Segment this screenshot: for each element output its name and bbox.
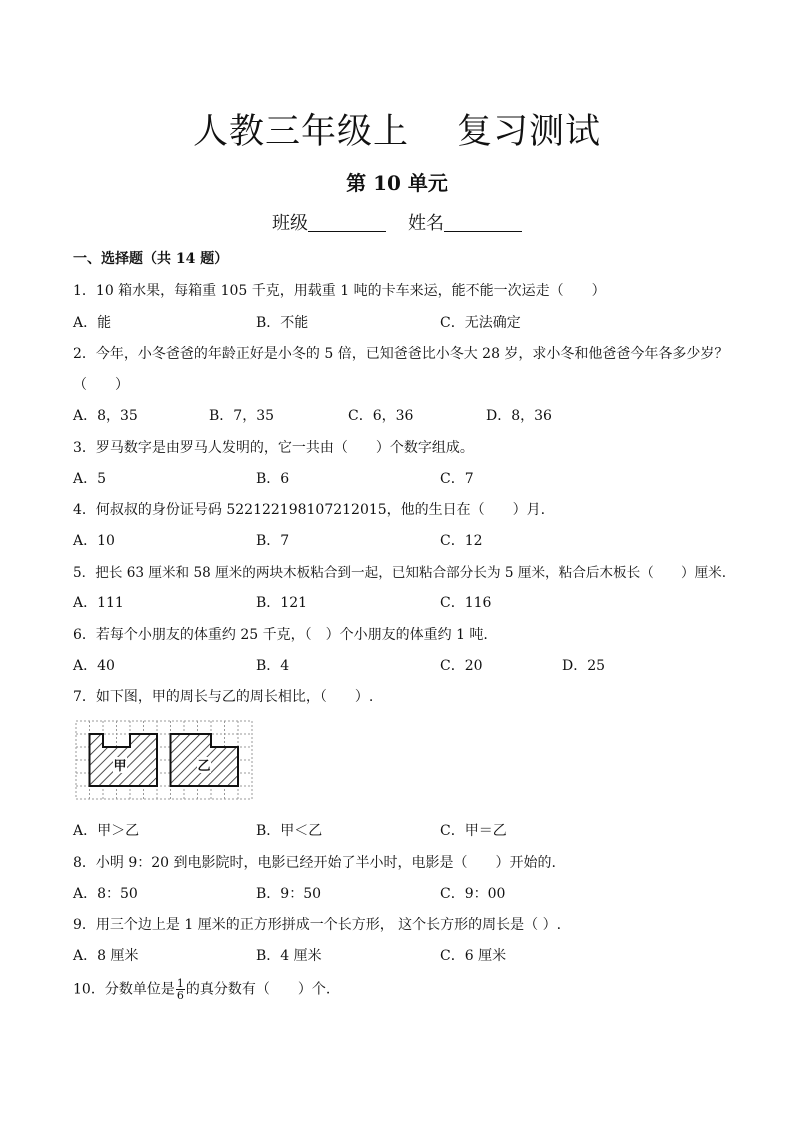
- question-8: 8．小明 9：20 到电影院时，电影已经开始了半小时，电影是（ ）开始的.: [73, 855, 556, 871]
- page-title: [0, 104, 794, 154]
- q2-option-d[interactable]: D．8，36: [486, 408, 552, 424]
- q8-option-b[interactable]: B．9：50: [256, 886, 322, 902]
- q9-option-b[interactable]: B．4 厘米: [256, 948, 322, 964]
- section-title: 一、选择题（共 14 题）: [73, 251, 229, 267]
- q4-option-b[interactable]: B．7: [256, 533, 290, 549]
- fraction-numerator: 1: [176, 977, 184, 990]
- q8-option-a[interactable]: A．8：50: [73, 886, 138, 902]
- q3-option-c[interactable]: C．7: [440, 471, 474, 487]
- q6-option-b[interactable]: B．4: [256, 658, 290, 674]
- q1-option-b[interactable]: B．不能: [256, 315, 309, 331]
- q9-option-c[interactable]: C．6 厘米: [440, 948, 507, 964]
- question-1: 1．10 箱水果，每箱重 105 千克，用载重 1 吨的卡车来运，能不能一次运走（ ）: [73, 283, 606, 299]
- title-left: 人教三年级上: [192, 112, 409, 152]
- label-jia: 甲: [113, 759, 127, 774]
- q6-option-c[interactable]: C．20: [440, 658, 483, 674]
- q7-option-c[interactable]: C．甲＝乙: [440, 823, 507, 839]
- q2-option-a[interactable]: A．8，35: [73, 408, 138, 424]
- fraction-denominator: 6: [176, 989, 184, 1002]
- question-4: 4．何叔叔的身份证号码 522122198107212015，他的生日在（ ）月.: [73, 502, 546, 518]
- q7-option-a[interactable]: A．甲＞乙: [73, 823, 140, 839]
- q2-option-b[interactable]: B．7，35: [209, 408, 275, 424]
- q9-option-a[interactable]: A．8 厘米: [73, 948, 139, 964]
- question-6: 6．若每个小朋友的体重约 25 千克，（ ）个小朋友的体重约 1 吨.: [73, 627, 488, 643]
- perimeter-figure: [75, 720, 253, 800]
- q5-option-a[interactable]: A．111: [73, 595, 124, 611]
- q2-option-c[interactable]: C．6，36: [348, 408, 414, 424]
- q5-option-c[interactable]: C．116: [440, 595, 492, 611]
- label-yi: 乙: [197, 759, 211, 774]
- title-right: 复习测试: [457, 112, 602, 152]
- class-blank[interactable]: [308, 213, 386, 232]
- question-3: 3．罗马数字是由罗马人发明的，它一共由（ ）个数字组成。: [73, 440, 474, 456]
- question-2: 2．今年，小冬爸爸的年龄正好是小冬的 5 倍，已知爸爸比小冬大 28 岁，求小冬和他爸爸今年各多少岁？: [73, 346, 729, 362]
- student-info-line: [0, 209, 794, 235]
- name-blank[interactable]: [444, 213, 522, 232]
- q10-fraction: [176, 978, 185, 1001]
- q10-text-post: 的真分数有（ ）个.: [185, 981, 331, 998]
- question-5: 5．把长 63 厘米和 58 厘米的两块木板粘合到一起，已知粘合部分长为 5 厘米，粘合后木板长（ ）厘米.: [73, 565, 727, 581]
- question-2-cont: （ ）: [73, 377, 129, 393]
- name-label: 姓名: [408, 213, 444, 234]
- q1-option-c[interactable]: C．无法确定: [440, 315, 521, 331]
- question-9: 9．用三个边上是 1 厘米的正方形拼成一个长方形， 这个长方形的周长是（ ）.: [73, 917, 562, 933]
- q6-option-d[interactable]: D．25: [562, 658, 606, 674]
- q6-option-a[interactable]: A．40: [73, 658, 115, 674]
- q7-option-b[interactable]: B．甲＜乙: [256, 823, 323, 839]
- q5-option-b[interactable]: B．121: [256, 595, 308, 611]
- question-10: [73, 978, 330, 1001]
- q4-option-a[interactable]: A．10: [73, 533, 115, 549]
- q1-option-a[interactable]: A．能: [73, 315, 112, 331]
- class-label: 班级: [272, 213, 308, 234]
- q4-option-c[interactable]: C．12: [440, 533, 483, 549]
- unit-subtitle: 第 10 单元: [346, 171, 448, 195]
- q10-text-pre: 10．分数单位是: [73, 981, 175, 998]
- q3-option-a[interactable]: A．5: [73, 471, 107, 487]
- q3-option-b[interactable]: B．6: [256, 471, 290, 487]
- question-7: 7．如下图，甲的周长与乙的周长相比，（ ）.: [73, 689, 374, 705]
- q8-option-c[interactable]: C．9：00: [440, 886, 506, 902]
